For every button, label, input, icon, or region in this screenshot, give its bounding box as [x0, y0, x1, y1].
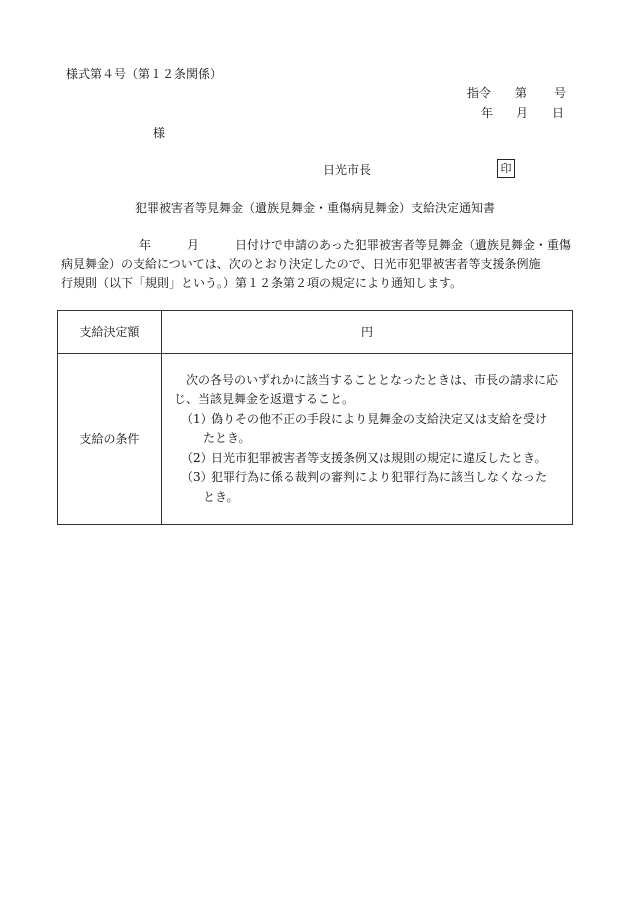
body-line-3: 行規則（以下「規則」という。）第１２条第２項の規定により通知します。 [61, 276, 463, 290]
ref-dai: 第 [515, 86, 528, 100]
body-paragraph [61, 236, 573, 293]
issuer-name: 日光市長 [323, 163, 372, 177]
conditions-row [58, 354, 573, 525]
recipient-suffix: 様 [153, 126, 166, 140]
conditions-content [162, 354, 573, 525]
form-number: 様式第４号（第１２条関係） [66, 67, 223, 81]
date-day: 日 [552, 106, 565, 120]
amount-value: 円 [162, 311, 573, 354]
body-year: 年 [139, 238, 152, 252]
conditions-intro: 次の各号のいずれかに該当することとなったときは、市長の請求に応 [186, 372, 559, 387]
date-month: 月 [516, 106, 529, 120]
conditions-label: 支給の条件 [58, 354, 162, 525]
conditions-intro-2: じ、当該見舞金を返還すること。 [174, 392, 355, 407]
body-month: 月 [187, 238, 200, 252]
body-line-2: 病見舞金）の支給については、次のとおり決定したので、日光市犯罪被害者等支援条例施 [61, 257, 541, 271]
amount-label: 支給決定額 [58, 311, 162, 354]
amount-row [58, 311, 573, 354]
condition-item-1: （1）偽りその他不正の手段により見舞金の支給決定又は支給を受け たとき。 [181, 411, 548, 446]
condition-item-3: （3）犯罪行為に係る裁判の審判により犯罪行為に該当しなくなった とき。 [181, 470, 548, 504]
body-line-1 [61, 236, 573, 255]
details-table [57, 310, 573, 525]
condition-item-2: （2）日光市犯罪被害者等支援条例又は規則の規定に違反したとき。 [181, 450, 547, 465]
date-year: 年 [481, 106, 494, 120]
body-line-1-text: 日付けで申請のあった犯罪被害者等見舞金（遺族見舞金・重傷 [235, 238, 571, 252]
seal-mark: 印 [497, 159, 515, 178]
document-title: 犯罪被害者等見舞金（遺族見舞金・重傷病見舞金）支給決定通知書 [134, 201, 495, 215]
reference-number [467, 87, 566, 99]
ref-shirei: 指令 [467, 86, 492, 100]
issue-date [481, 107, 564, 119]
ref-go: 号 [554, 86, 567, 100]
